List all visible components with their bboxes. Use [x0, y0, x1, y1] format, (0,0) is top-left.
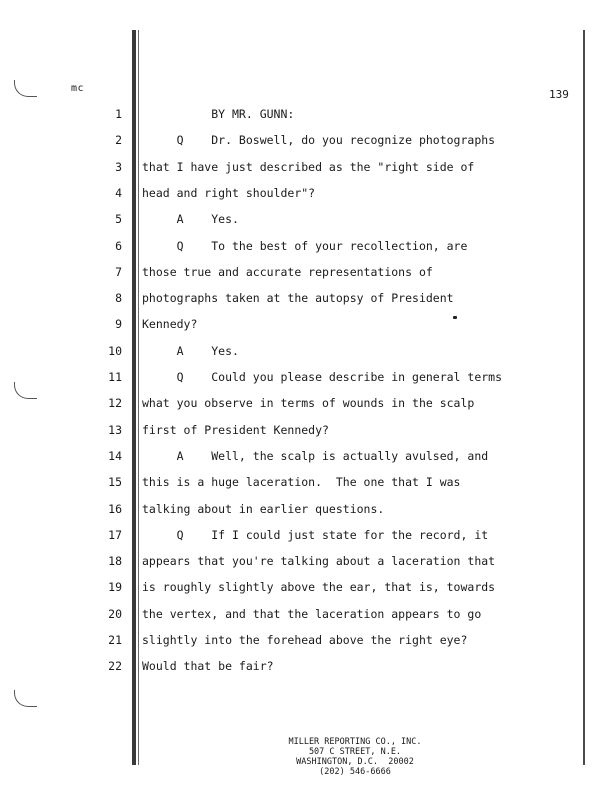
- line-number: 2: [115, 133, 122, 147]
- line-number: 18: [108, 554, 122, 568]
- punch-hole-mark: [14, 382, 37, 399]
- line-text: slightly into the forehead above the right eye?: [142, 633, 468, 647]
- line-number: 4: [115, 186, 122, 200]
- footer-company: MILLER REPORTING CO., INC.: [288, 737, 422, 747]
- line-number: 1: [115, 107, 122, 121]
- line-number: 19: [108, 580, 122, 594]
- line-number: 17: [108, 528, 122, 542]
- line-number: 6: [115, 239, 122, 253]
- line-text: A Yes.: [142, 212, 239, 226]
- line-number: 22: [108, 659, 122, 673]
- line-number: 5: [115, 212, 122, 226]
- footer-city: WASHINGTON, D.C. 20002: [296, 757, 414, 767]
- line-text: A Yes.: [142, 344, 239, 358]
- footer-phone: (202) 546-6666: [319, 767, 391, 777]
- line-number: 20: [108, 607, 122, 621]
- line-text: Would that be fair?: [142, 659, 274, 673]
- footer-street: 507 C STREET, N.E.: [308, 747, 402, 757]
- line-number: 21: [108, 633, 122, 647]
- line-text: is roughly slightly above the ear, that is, towards: [142, 580, 496, 594]
- line-text: what you observe in terms of wounds in the scalp: [142, 396, 475, 410]
- reporter-initials: mc: [71, 83, 85, 94]
- reporter-footer: [240, 737, 470, 777]
- page-number: 139: [549, 88, 569, 101]
- line-text: Q Could you please describe in general terms: [142, 370, 503, 384]
- line-number: 8: [115, 291, 122, 305]
- line-number: 11: [108, 370, 122, 384]
- line-number: 9: [115, 317, 122, 331]
- line-text: this is a huge laceration. The one that I was: [142, 475, 461, 489]
- line-text: Q If I could just state for the record, it: [142, 528, 489, 542]
- line-number: 15: [108, 475, 122, 489]
- line-number: 7: [115, 265, 122, 279]
- line-text: Q To the best of your recollection, are: [142, 239, 468, 253]
- line-number: 16: [108, 502, 122, 516]
- line-number: 14: [108, 449, 122, 463]
- left-margin-rule: [132, 30, 136, 765]
- line-text: Q Dr. Boswell, do you recognize photographs: [142, 133, 496, 147]
- punch-hole-mark: [14, 80, 37, 97]
- line-text: that I have just described as the "right side of: [142, 160, 475, 174]
- line-text: Kennedy?: [142, 317, 198, 331]
- line-text: those true and accurate representations of: [142, 265, 433, 279]
- right-margin-rule: [583, 30, 585, 765]
- line-number: 10: [108, 344, 122, 358]
- line-number: 12: [108, 396, 122, 410]
- line-text: appears that you're talking about a laceration that: [142, 554, 496, 568]
- line-text: BY MR. GUNN:: [142, 107, 295, 121]
- line-text: talking about in earlier questions.: [142, 502, 385, 516]
- line-number: 3: [115, 160, 122, 174]
- line-text: head and right shoulder"?: [142, 186, 316, 200]
- line-text: photographs taken at the autopsy of President: [142, 291, 454, 305]
- line-text: the vertex, and that the laceration appears to go: [142, 607, 482, 621]
- punch-hole-mark: [14, 690, 37, 707]
- line-number: 13: [108, 423, 122, 437]
- line-text: first of President Kennedy?: [142, 423, 329, 437]
- ink-speck: [453, 316, 457, 319]
- line-text: A Well, the scalp is actually avulsed, and: [142, 449, 489, 463]
- left-margin-rule-inner: [138, 30, 139, 765]
